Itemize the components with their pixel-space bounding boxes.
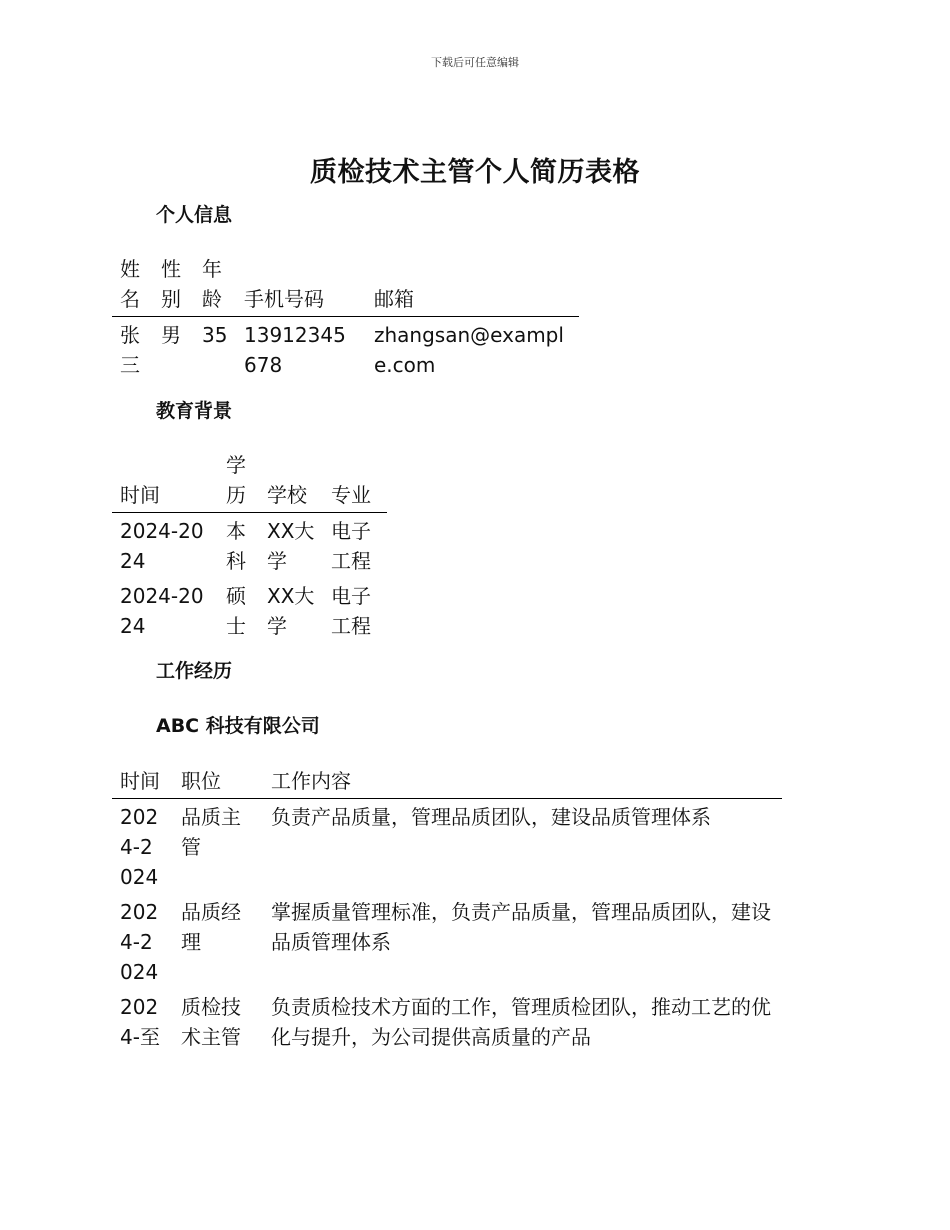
cell-position: 品质主管	[181, 805, 241, 859]
section-heading-personal: 个人信息	[156, 204, 233, 226]
header-school: 学校	[267, 483, 307, 507]
table-row	[112, 581, 387, 646]
header-age: 年龄	[202, 257, 222, 311]
header-email: 邮箱	[374, 287, 414, 311]
cell-email: zhangsan@example.com	[374, 323, 564, 377]
cell-time: 2024-至	[120, 995, 160, 1049]
page-title: 质检技术主管个人简历表格	[310, 157, 640, 188]
education-table	[112, 450, 387, 646]
cell-name: 张三	[120, 323, 140, 377]
work-experience-table	[112, 766, 782, 1057]
cell-school: XX大学	[267, 519, 315, 573]
header-major: 专业	[331, 483, 371, 507]
section-heading-education: 教育背景	[156, 400, 233, 422]
cell-age: 35	[202, 323, 228, 347]
cell-time: 2024-2024	[120, 805, 159, 889]
table-row	[112, 799, 782, 898]
section-heading-work: 工作经历	[156, 660, 233, 682]
header-time: 时间	[120, 769, 160, 793]
table-row	[112, 513, 387, 582]
table-header-row	[112, 254, 579, 317]
header-phone: 手机号码	[244, 287, 324, 311]
cell-position: 质检技术主管	[181, 995, 241, 1049]
cell-time: 2024-2024	[120, 584, 204, 638]
cell-duties: 负责质检技术方面的工作，管理质检团队，推动工艺的优化与提升，为公司提供高质量的产品	[271, 995, 771, 1049]
cell-major: 电子工程	[331, 519, 371, 573]
page-header-note: 下载后可任意编辑	[431, 56, 519, 69]
cell-duties: 掌握质量管理标准，负责产品质量，管理品质团队，建设品质管理体系	[271, 900, 771, 954]
cell-major: 电子工程	[331, 584, 371, 638]
cell-degree: 本科	[226, 519, 246, 573]
table-header-row	[112, 766, 782, 799]
header-time: 时间	[120, 483, 160, 507]
cell-duties: 负责产品质量，管理品质团队，建设品质管理体系	[271, 805, 711, 829]
personal-info-table	[112, 254, 579, 385]
cell-position: 品质经理	[181, 900, 241, 954]
cell-time: 2024-2024	[120, 900, 159, 984]
cell-phone: 13912345678	[244, 323, 346, 377]
header-duties: 工作内容	[271, 769, 351, 793]
cell-school: XX大学	[267, 584, 315, 638]
table-row	[112, 317, 579, 386]
header-gender: 性别	[161, 257, 181, 311]
table-row	[112, 897, 782, 992]
cell-gender: 男	[161, 323, 181, 347]
cell-time: 2024-2024	[120, 519, 204, 573]
company-name: ABC 科技有限公司	[156, 715, 320, 737]
cell-degree: 硕士	[226, 584, 246, 638]
header-position: 职位	[181, 769, 221, 793]
table-row	[112, 992, 782, 1057]
header-degree: 学历	[226, 453, 246, 507]
table-header-row	[112, 450, 387, 513]
header-name: 姓名	[120, 257, 140, 311]
